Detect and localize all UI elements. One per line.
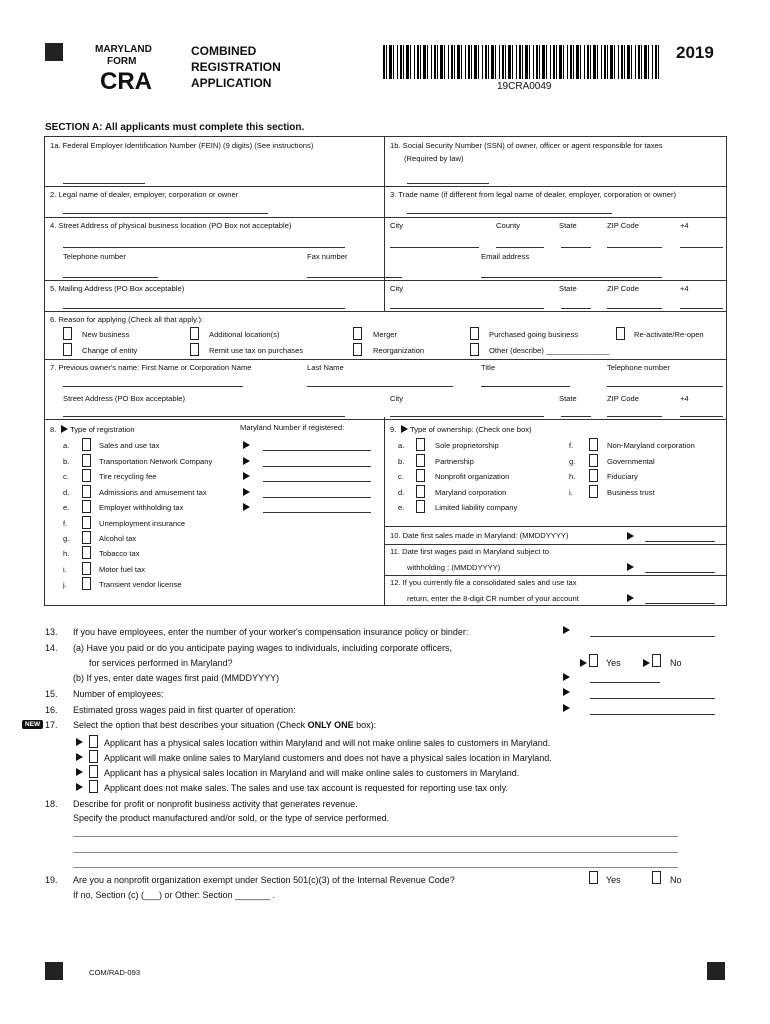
cr-number-field[interactable] (645, 603, 715, 604)
header-year: 2019 (676, 43, 714, 62)
label-ssn-required: (Required by law) (404, 154, 464, 163)
label-legal-name: 2. Legal name of dealer, employer, corporation or owner (50, 190, 239, 199)
reg-maryland-number-field[interactable] (263, 466, 371, 467)
checkbox-purchased-business[interactable] (470, 327, 479, 340)
prev-title-field[interactable] (481, 386, 570, 387)
arrow-icon (243, 488, 250, 496)
reg-checkbox[interactable] (82, 562, 91, 575)
q17-option-checkbox[interactable] (89, 750, 98, 763)
q14-no-checkbox[interactable] (652, 654, 661, 667)
arrow-icon (61, 425, 68, 433)
ownership-label: Non-Maryland corporation (607, 441, 695, 450)
arrow-icon (563, 704, 570, 712)
ownership-letter: i. (569, 488, 573, 497)
label-type-ownership: Type of ownership: (Check one box) (410, 425, 532, 434)
header-state: MARYLAND (95, 44, 152, 55)
checkbox-new-business[interactable] (63, 327, 72, 340)
q17-option-label: Applicant does not make sales. The sales and use tax account is requested for reporting use tax only. (104, 783, 508, 793)
q15-number: 15. (45, 689, 58, 699)
reg-checkbox[interactable] (82, 516, 91, 529)
q19-text-b: If no, Section (c) (___) or Other: Section _______ . (73, 890, 276, 900)
arrow-icon (76, 753, 83, 761)
label-state-5: State (559, 284, 577, 293)
reg-checkbox[interactable] (82, 531, 91, 544)
q17-text-bold: ONLY ONE (307, 720, 354, 730)
arrow-icon (563, 626, 570, 634)
q14-yes-checkbox[interactable] (589, 654, 598, 667)
label-telephone: Telephone number (63, 252, 126, 261)
label-trade-name: 3. Trade name (if different from legal name of dealer, employer, corporation or owner) (390, 190, 677, 199)
ownership-checkbox[interactable] (416, 438, 425, 451)
arrow-icon (627, 594, 634, 602)
label-type-registration: Type of registration (70, 425, 135, 434)
ownership-checkbox[interactable] (589, 469, 598, 482)
label-other-describe[interactable]: Other (describe) _______________ (489, 346, 610, 355)
label-item-9-num: 9. (390, 425, 397, 434)
checkbox-merger[interactable] (353, 327, 362, 340)
arrow-icon (563, 673, 570, 681)
prev-zip-field[interactable] (607, 416, 662, 417)
ownership-checkbox[interactable] (416, 500, 425, 513)
arrow-icon (563, 688, 570, 696)
q16-number: 16. (45, 705, 58, 715)
label-additional-location: Additional location(s) (209, 330, 280, 339)
q14-text-c: (b) If yes, enter date wages first paid (MMDDYYYY) (73, 673, 280, 683)
fax-field[interactable] (307, 277, 402, 278)
mailing-plus4-field[interactable] (680, 308, 723, 309)
reg-checkbox[interactable] (82, 485, 91, 498)
checkbox-reorganization[interactable] (353, 343, 362, 356)
label-county: County (496, 221, 521, 230)
mailing-city-field[interactable] (390, 308, 544, 309)
q17-option-checkbox[interactable] (89, 765, 98, 778)
arrow-icon (580, 659, 587, 667)
reg-checkbox[interactable] (82, 577, 91, 590)
reg-letter: h. (63, 549, 70, 558)
header-title-3: APPLICATION (191, 76, 272, 90)
ownership-label: Fiduciary (607, 472, 638, 481)
reg-letter: j. (63, 580, 67, 589)
arrow-icon (243, 472, 250, 480)
registration-mark-top-left (45, 43, 63, 61)
reg-label: Alcohol tax (99, 534, 137, 543)
q19-yes-label: Yes (606, 875, 621, 885)
ownership-checkbox[interactable] (416, 469, 425, 482)
label-prev-plus4: +4 (680, 394, 689, 403)
q17-text-c: box): (353, 720, 377, 730)
label-city-5: City (390, 284, 404, 293)
q14-text-a: (a) Have you paid or do you anticipate paying wages to individuals, including corporate officers, (73, 643, 453, 653)
label-date-first-sales: 10. Date first sales made in Maryland: (MMDDYYYY) (390, 531, 569, 540)
ssn-field[interactable] (407, 183, 489, 184)
label-fein: 1a. Federal Employer Identification Number (FEIN) (9 digits) (See instructions) (50, 141, 314, 150)
reg-letter: a. (63, 441, 70, 450)
q14-no-label: No (670, 658, 682, 668)
reg-letter: i. (63, 565, 67, 574)
label-state-4: State (559, 221, 577, 230)
ownership-checkbox[interactable] (416, 485, 425, 498)
ownership-checkbox[interactable] (416, 454, 425, 467)
checkbox-additional-location[interactable] (190, 327, 199, 340)
q15-text: Number of employees: (73, 689, 164, 699)
label-prev-street: Street Address (PO Box acceptable) (63, 394, 185, 403)
label-item-8-num: 8. (50, 425, 57, 434)
q17-text (73, 721, 376, 730)
label-previous-owner: 7. Previous owner's name: First Name or Corporation Name (50, 363, 252, 372)
label-date-first-wages-2: withholding : (MMDDYYYY) (407, 563, 501, 572)
reg-label: Unemployment insurance (99, 519, 186, 528)
ownership-letter: g. (569, 457, 576, 466)
reg-label: Transient vendor license (99, 580, 182, 589)
q13-number: 13. (45, 627, 58, 637)
q17-option-checkbox[interactable] (89, 780, 98, 793)
ownership-label: Partnership (435, 457, 474, 466)
label-prev-state: State (559, 394, 577, 403)
checkbox-remit-use-tax[interactable] (190, 343, 199, 356)
label-plus4-4: +4 (680, 221, 689, 230)
label-last-name: Last Name (307, 363, 344, 372)
ownership-label: Nonprofit organization (435, 472, 510, 481)
prev-last-name-field[interactable] (307, 386, 453, 387)
header-form-word: FORM (107, 56, 137, 67)
checkbox-change-entity[interactable] (63, 343, 72, 356)
arrow-icon (243, 503, 250, 511)
reg-maryland-number-field[interactable] (263, 497, 371, 498)
header-form-code: CRA (100, 68, 152, 95)
arrow-icon (243, 441, 250, 449)
mailing-zip-field[interactable] (607, 308, 662, 309)
section-a-heading: SECTION A: All applicants must complete this section. (45, 122, 305, 133)
arrow-icon (643, 659, 650, 667)
q17-text-a: Select the option that best describes your situation (Check (73, 720, 308, 730)
reg-checkbox[interactable] (82, 438, 91, 451)
label-new-business: New business (82, 330, 130, 339)
reg-letter: g. (63, 534, 70, 543)
ownership-checkbox[interactable] (589, 454, 598, 467)
footer-form-code: COM/RAD-093 (89, 968, 141, 977)
label-reorganization: Reorganization (373, 346, 425, 355)
ownership-letter: c. (398, 472, 404, 481)
street-address-field[interactable] (63, 247, 345, 248)
q14-number: 14. (45, 643, 58, 653)
arrow-icon (76, 738, 83, 746)
reg-maryland-number-field[interactable] (263, 450, 371, 451)
q14-date-field[interactable] (590, 682, 660, 683)
arrow-icon (76, 783, 83, 791)
label-plus4-5: +4 (680, 284, 689, 293)
reg-checkbox[interactable] (82, 454, 91, 467)
fein-field[interactable] (63, 183, 145, 184)
reg-letter: e. (63, 503, 70, 512)
q19-number: 19. (45, 875, 58, 885)
ownership-label: Business trust (607, 488, 655, 497)
new-badge: NEW (22, 720, 43, 729)
q18-line-3[interactable] (73, 867, 678, 868)
arrow-icon (243, 457, 250, 465)
label-maryland-number: Maryland Number if registered: (240, 423, 345, 432)
label-prev-city: City (390, 394, 404, 403)
label-email: Email address (481, 252, 530, 261)
q14-text-b: for services performed in Maryland? (89, 658, 233, 668)
label-city-4: City (390, 221, 404, 230)
q19-no-label: No (670, 875, 682, 885)
reg-label: Transportation Network Company (99, 457, 213, 466)
barcode (383, 45, 659, 79)
q17-option-label: Applicant will make online sales to Maryland customers and does not have a physical sales location in Maryland. (104, 753, 552, 763)
label-reactivate: Re-activate/Re-open (634, 330, 704, 339)
reg-letter: c. (63, 472, 69, 481)
ownership-label: Maryland corporation (435, 488, 507, 497)
label-fax: Fax number (307, 252, 348, 261)
arrow-icon (76, 768, 83, 776)
label-ssn: 1b. Social Security Number (SSN) of owner, officer or agent responsible for taxes (390, 141, 663, 150)
q16-text: Estimated gross wages paid in first quarter of operation: (73, 705, 296, 715)
date-first-wages-field[interactable] (645, 572, 715, 573)
ownership-letter: e. (398, 503, 405, 512)
q19-text-a: Are you a nonprofit organization exempt under Section 501(c)(3) of the Internal Revenue Code? (73, 875, 455, 885)
ownership-letter: b. (398, 457, 405, 466)
arrow-icon (401, 425, 408, 433)
ownership-label: Sole proprietorship (435, 441, 499, 450)
label-purchased-business: Purchased going business (489, 330, 579, 339)
q15-employees-field[interactable] (590, 698, 715, 699)
label-date-first-wages-1: 11. Date first wages paid in Maryland subject to (390, 547, 549, 556)
reg-letter: b. (63, 457, 70, 466)
q17-option-checkbox[interactable] (89, 735, 98, 748)
reg-label: Motor fuel tax (99, 565, 146, 574)
reg-checkbox[interactable] (82, 469, 91, 482)
q13-text: If you have employees, enter the number of your worker's compensation insurance policy or binder: (73, 627, 469, 637)
q17-number: 17. (45, 720, 58, 730)
registration-mark-bottom-left (45, 962, 63, 980)
q17-option-label: Applicant has a physical sales location in Maryland and will make online sales to customers in Maryland. (104, 768, 520, 778)
arrow-icon (627, 532, 634, 540)
zip-field[interactable] (607, 247, 662, 248)
label-zip-5: ZIP Code (607, 284, 639, 293)
label-merger: Merger (373, 330, 398, 339)
prev-street-field[interactable] (63, 416, 345, 417)
ownership-label: Limited liability company (435, 503, 518, 512)
q18-line-2[interactable] (73, 852, 678, 853)
q18-text-a: Describe for profit or nonprofit business activity that generates revenue. (73, 799, 358, 809)
reg-label: Sales and use tax (99, 441, 160, 450)
reg-label: Admissions and amusement tax (99, 488, 207, 497)
ownership-checkbox[interactable] (589, 438, 598, 451)
reg-checkbox[interactable] (82, 546, 91, 559)
q16-wages-field[interactable] (590, 714, 715, 715)
reg-maryland-number-field[interactable] (263, 512, 371, 513)
barcode-text: 19CRA0049 (497, 81, 552, 92)
q19-yes-checkbox[interactable] (589, 871, 598, 884)
prev-plus4-field[interactable] (680, 416, 723, 417)
ownership-letter: f. (569, 441, 574, 450)
label-change-entity: Change of entity (82, 346, 138, 355)
ownership-letter: h. (569, 472, 576, 481)
label-zip-4: ZIP Code (607, 221, 639, 230)
q14-yes-label: Yes (606, 658, 621, 668)
prev-telephone-field[interactable] (607, 386, 723, 387)
q18-number: 18. (45, 799, 58, 809)
ownership-checkbox[interactable] (589, 485, 598, 498)
reg-letter: f. (63, 519, 68, 528)
label-remit-use-tax: Remit use tax on purchases (209, 346, 304, 355)
reg-checkbox[interactable] (82, 500, 91, 513)
mailing-state-field[interactable] (561, 308, 591, 309)
date-first-sales-field[interactable] (645, 541, 715, 542)
q18-line-1[interactable] (73, 836, 678, 837)
checkbox-other[interactable] (470, 343, 479, 356)
county-field[interactable] (496, 247, 544, 248)
checkbox-reactivate[interactable] (616, 327, 625, 340)
ownership-letter: a. (398, 441, 405, 450)
q18-text-b: Specify the product manufactured and/or sold, or the type of service performed. (73, 813, 390, 823)
reg-label: Tire recycling fee (99, 472, 157, 481)
label-cr-number-1: 12. If you currently file a consolidated sales and use tax (390, 578, 577, 587)
header-title-2: REGISTRATION (191, 60, 281, 74)
registration-mark-bottom-right (707, 962, 725, 980)
q19-no-checkbox[interactable] (652, 871, 661, 884)
header-title-1: COMBINED (191, 44, 257, 58)
q13-policy-field[interactable] (590, 636, 715, 637)
state-field[interactable] (561, 247, 591, 248)
label-prev-telephone: Telephone number (607, 363, 670, 372)
label-prev-zip: ZIP Code (607, 394, 639, 403)
arrow-icon (627, 563, 634, 571)
mailing-address-field[interactable] (63, 308, 345, 309)
reg-maryland-number-field[interactable] (263, 481, 371, 482)
label-cr-number-2: return, enter the 8-digit CR number of your account (407, 594, 579, 603)
label-mailing-address: 5. Mailing Address (PO Box acceptable) (50, 284, 185, 293)
email-field[interactable] (481, 277, 662, 278)
label-title: Title (481, 363, 496, 372)
label-reason: 6. Reason for applying (Check all that apply.): (50, 315, 204, 324)
legal-name-field[interactable] (63, 213, 268, 214)
ownership-letter: d. (398, 488, 405, 497)
label-street-address: 4. Street Address of physical business location (PO Box not acceptable) (50, 221, 292, 230)
ownership-label: Governmental (607, 457, 655, 466)
city-field[interactable] (390, 247, 479, 248)
trade-name-field[interactable] (407, 213, 612, 214)
reg-letter: d. (63, 488, 70, 497)
plus4-field[interactable] (680, 247, 723, 248)
q17-option-label: Applicant has a physical sales location within Maryland and will not make online sales to customers in Maryland. (104, 738, 551, 748)
telephone-field[interactable] (63, 277, 158, 278)
prev-city-field[interactable] (390, 416, 544, 417)
reg-label: Employer withholding tax (99, 503, 184, 512)
prev-state-field[interactable] (561, 416, 591, 417)
reg-label: Tobacco tax (99, 549, 140, 558)
prev-first-name-field[interactable] (63, 386, 243, 387)
